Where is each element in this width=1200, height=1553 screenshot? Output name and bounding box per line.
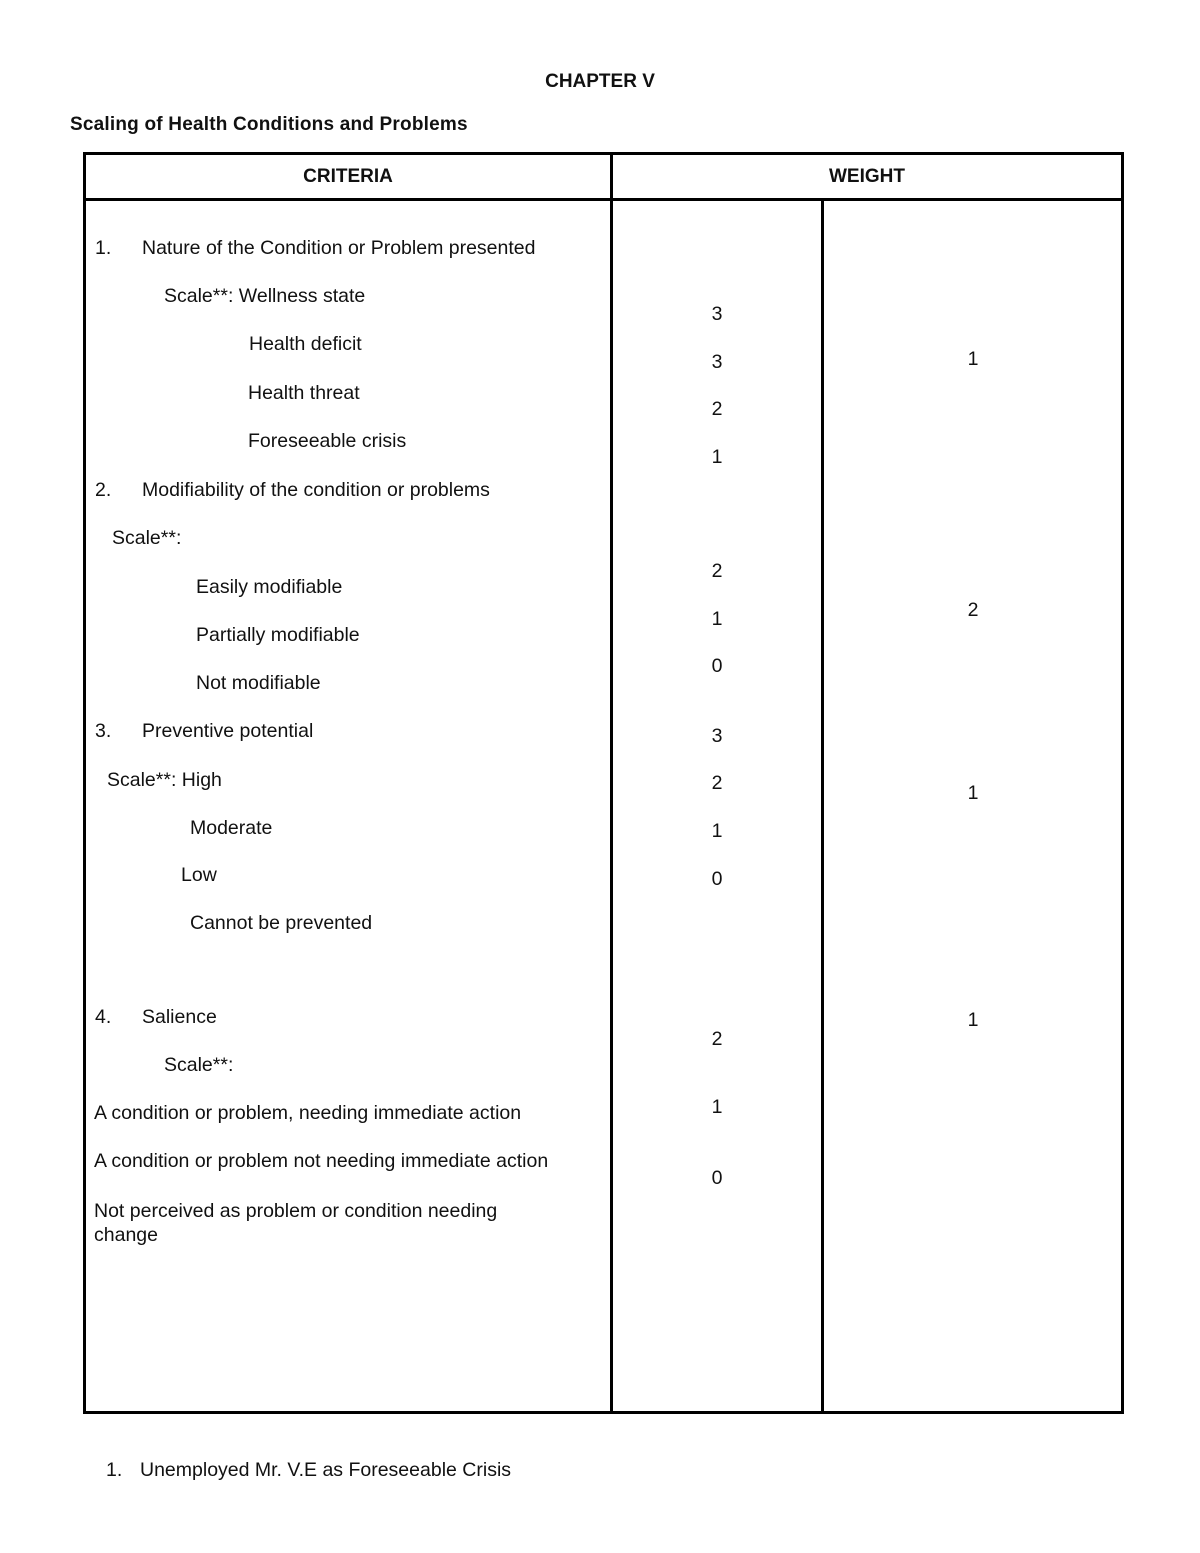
page-subtitle: Scaling of Health Conditions and Problems — [70, 114, 468, 135]
criterion-number: 4. — [95, 1006, 112, 1028]
scale-option: A condition or problem not needing immediate action — [94, 1150, 549, 1172]
chapter-heading: CHAPTER V — [545, 71, 655, 92]
scale-option: Foreseeable crisis — [248, 430, 407, 452]
scale-option: A condition or problem, needing immediate action — [94, 1102, 522, 1124]
criterion-title: Modifiability of the condition or problems — [142, 479, 490, 501]
criterion-title: Preventive potential — [142, 720, 314, 742]
scale-label: Scale**: Wellness state — [164, 285, 366, 307]
header-divider — [83, 198, 1124, 201]
weight-column-divider — [821, 199, 824, 1414]
weight-value: 2 — [967, 599, 979, 621]
scale-option: Not modifiable — [196, 672, 321, 694]
criterion-title: Nature of the Condition or Problem presented — [142, 237, 536, 259]
scale-option: Cannot be prevented — [190, 912, 373, 934]
weight-value: 1 — [967, 348, 979, 370]
scale-option: Easily modifiable — [196, 576, 343, 598]
scale-label: Scale**: — [164, 1054, 234, 1076]
score-value: 2 — [711, 772, 723, 794]
score-value: 0 — [711, 655, 723, 677]
score-value: 3 — [711, 303, 723, 325]
weight-header: WEIGHT — [829, 166, 905, 187]
criterion-number: 2. — [95, 479, 112, 501]
scale-option: Low — [181, 864, 217, 886]
footer-text: Unemployed Mr. V.E as Foreseeable Crisis — [140, 1459, 512, 1481]
scale-option: Health threat — [248, 382, 360, 404]
score-value: 3 — [711, 351, 723, 373]
criterion-title: Salience — [142, 1006, 217, 1028]
weight-value: 1 — [967, 782, 979, 804]
score-value: 2 — [711, 398, 723, 420]
scale-option: Not perceived as problem or condition needing change — [94, 1200, 498, 1246]
score-value: 1 — [711, 446, 723, 468]
score-value: 2 — [711, 1028, 723, 1050]
criterion-number: 3. — [95, 720, 112, 742]
scale-option: Health deficit — [249, 333, 362, 355]
score-value: 2 — [711, 560, 723, 582]
score-value: 1 — [711, 608, 723, 630]
footer-number: 1. — [106, 1459, 123, 1481]
score-value: 1 — [711, 820, 723, 842]
score-value: 0 — [711, 1167, 723, 1189]
score-value: 1 — [711, 1096, 723, 1118]
weight-value: 1 — [967, 1009, 979, 1031]
scale-option: Moderate — [190, 817, 273, 839]
scale-label: Scale**: — [112, 527, 182, 549]
criteria-header: CRITERIA — [303, 166, 393, 187]
criteria-column-divider — [610, 152, 613, 1414]
criterion-number: 1. — [95, 237, 112, 259]
score-value: 3 — [711, 725, 723, 747]
scale-option: Partially modifiable — [196, 624, 360, 646]
score-value: 0 — [711, 868, 723, 890]
scale-label: Scale**: High — [107, 769, 222, 791]
